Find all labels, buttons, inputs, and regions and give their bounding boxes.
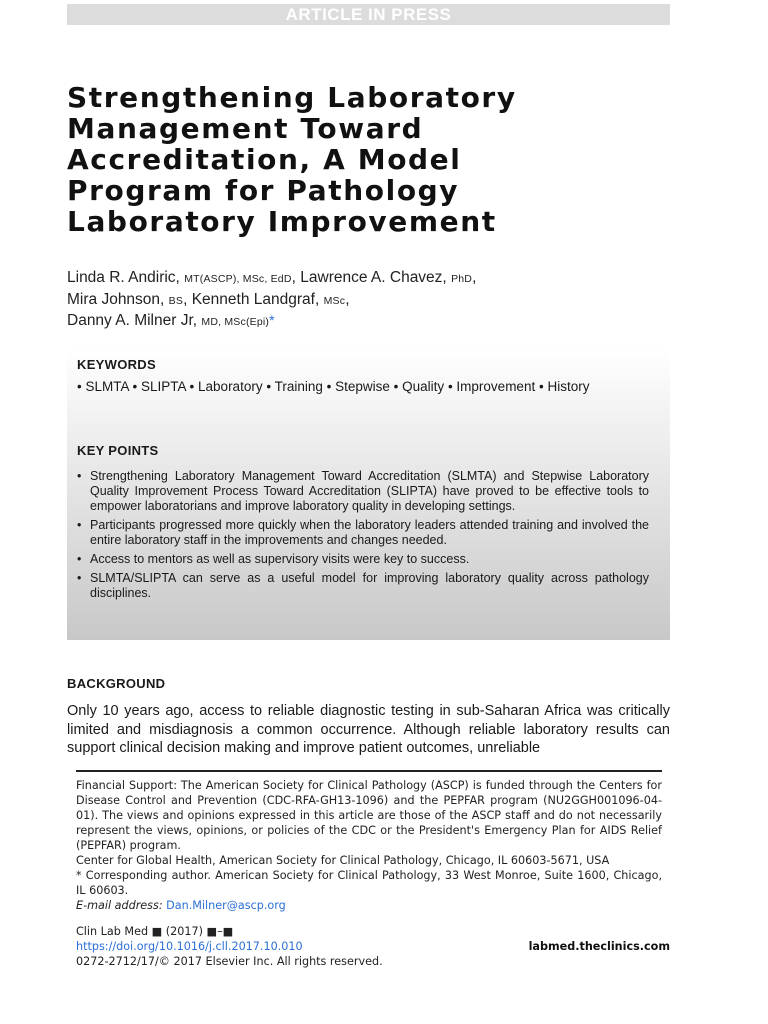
key-point-item: • SLMTA/SLIPTA can serve as a useful model for improving laboratory quality across pathology disciplines. [77, 571, 649, 601]
author-credentials: MD, MSc(Epi) [201, 316, 270, 328]
author-name: Kenneth Landgraf, [191, 290, 320, 308]
journal-info [76, 924, 670, 969]
key-point-item: • Participants progressed more quickly when the laboratory leaders attended training and involved the entire laboratory staff in the improvements and changes needed. [77, 518, 649, 548]
affiliation-note: Center for Global Health, American Society for Clinical Pathology, Chicago, IL 60603-5671, USA [76, 854, 610, 867]
author-name: Danny A. Milner Jr, [67, 312, 198, 329]
author-line: Linda R. Andiric, MT(ASCP), MSc, EdD, Lawrence A. Chavez, PhD, [67, 269, 477, 286]
keyword: SLIPTA [141, 379, 186, 394]
keywords-heading: KEYWORDS [77, 357, 156, 372]
title-line: Management Toward [67, 112, 424, 145]
author-credentials: BS [168, 294, 184, 307]
journal-website[interactable]: labmed.theclinics.com [528, 940, 670, 953]
article-title [67, 82, 687, 237]
corresponding-author-note: * Corresponding author. American Society for Clinical Pathology, 33 West Monroe, Suite 1600, Chicago, IL 60603. [76, 869, 662, 897]
key-points-list [77, 469, 649, 605]
title-line: Program for Pathology [67, 174, 460, 207]
key-point-item: • Strengthening Laboratory Management Toward Accreditation (SLMTA) and Stepwise Laboratory Quality Improvement Process Toward Accreditation (SLIPTA) have proved to be effective tools to empower laboratorians and improve laboratory quality in developing settings. [77, 469, 649, 514]
background-paragraph: Only 10 years ago, access to reliable diagnostic testing in sub-Saharan Africa was critically limited and misdiagnosis a common occurrence. Although reliable laboratory results can support clinical decision making and improve patient outcomes, unreliable [67, 703, 670, 756]
keywords-keypoints-box [67, 348, 670, 640]
keywords-list: • SLMTA • SLIPTA • Laboratory • Training • Stepwise • Quality • Improvement • History [77, 379, 590, 394]
title-line: Laboratory Improvement [67, 205, 497, 238]
corresponding-author-link[interactable]: * [269, 312, 275, 328]
footnote-divider [76, 770, 662, 772]
keyword: Quality [402, 379, 445, 394]
keyword: Improvement [456, 379, 536, 394]
financial-support-note: Financial Support: The American Society for Clinical Pathology (ASCP) is funded through the Centers for Disease Control and Prevention (CDC-RFA-GH13-1096) and the PEPFAR program (NU2GGH001096-04-01). The views and opinions expressed in this article are those of the ASCP staff and do not necessarily represent the views, opinions, or policies of the CDC or the President's Emergency Plan for AIDS Relief (PEPFAR) program. [76, 779, 662, 852]
background-heading: BACKGROUND [67, 676, 166, 691]
author-line [67, 311, 687, 333]
author-credentials: MT(ASCP), MSc, EdD [184, 273, 292, 285]
keyword: Laboratory [198, 379, 263, 394]
author-name: Lawrence A. Chavez, [300, 269, 447, 286]
author-name: Linda R. Andiric, [67, 269, 180, 286]
keyword: History [547, 379, 590, 394]
author-name: Mira Johnson, [67, 290, 165, 308]
copyright-notice: 0272-2712/17/© 2017 Elsevier Inc. All rights reserved. [76, 955, 383, 968]
email-line [76, 898, 662, 913]
article-in-press-banner: ARTICLE IN PRESS [67, 4, 670, 25]
keyword: Training [274, 379, 323, 394]
author-credentials: MSc [323, 294, 346, 307]
author-line: Mira Johnson, BS, Kenneth Landgraf, MSc, [67, 290, 350, 308]
footnotes [76, 778, 662, 913]
email-label: E-mail address: [76, 899, 163, 912]
title-line: Accreditation, A Model [67, 143, 462, 176]
journal-citation: Clin Lab Med ■ (2017) ■–■ [76, 925, 234, 938]
title-line: Strengthening Laboratory [67, 81, 517, 114]
author-credentials: PhD [451, 273, 473, 285]
doi-link[interactable]: https://doi.org/10.1016/j.cll.2017.10.010 [76, 940, 303, 953]
key-point-item: • Access to mentors as well as supervisory visits were key to success. [77, 552, 649, 567]
email-link[interactable]: Dan.Milner@ascp.org [166, 899, 286, 912]
keyword: Stepwise [335, 379, 390, 394]
key-points-heading: KEY POINTS [77, 443, 159, 458]
author-list [67, 268, 687, 333]
keyword: SLMTA [85, 379, 129, 394]
